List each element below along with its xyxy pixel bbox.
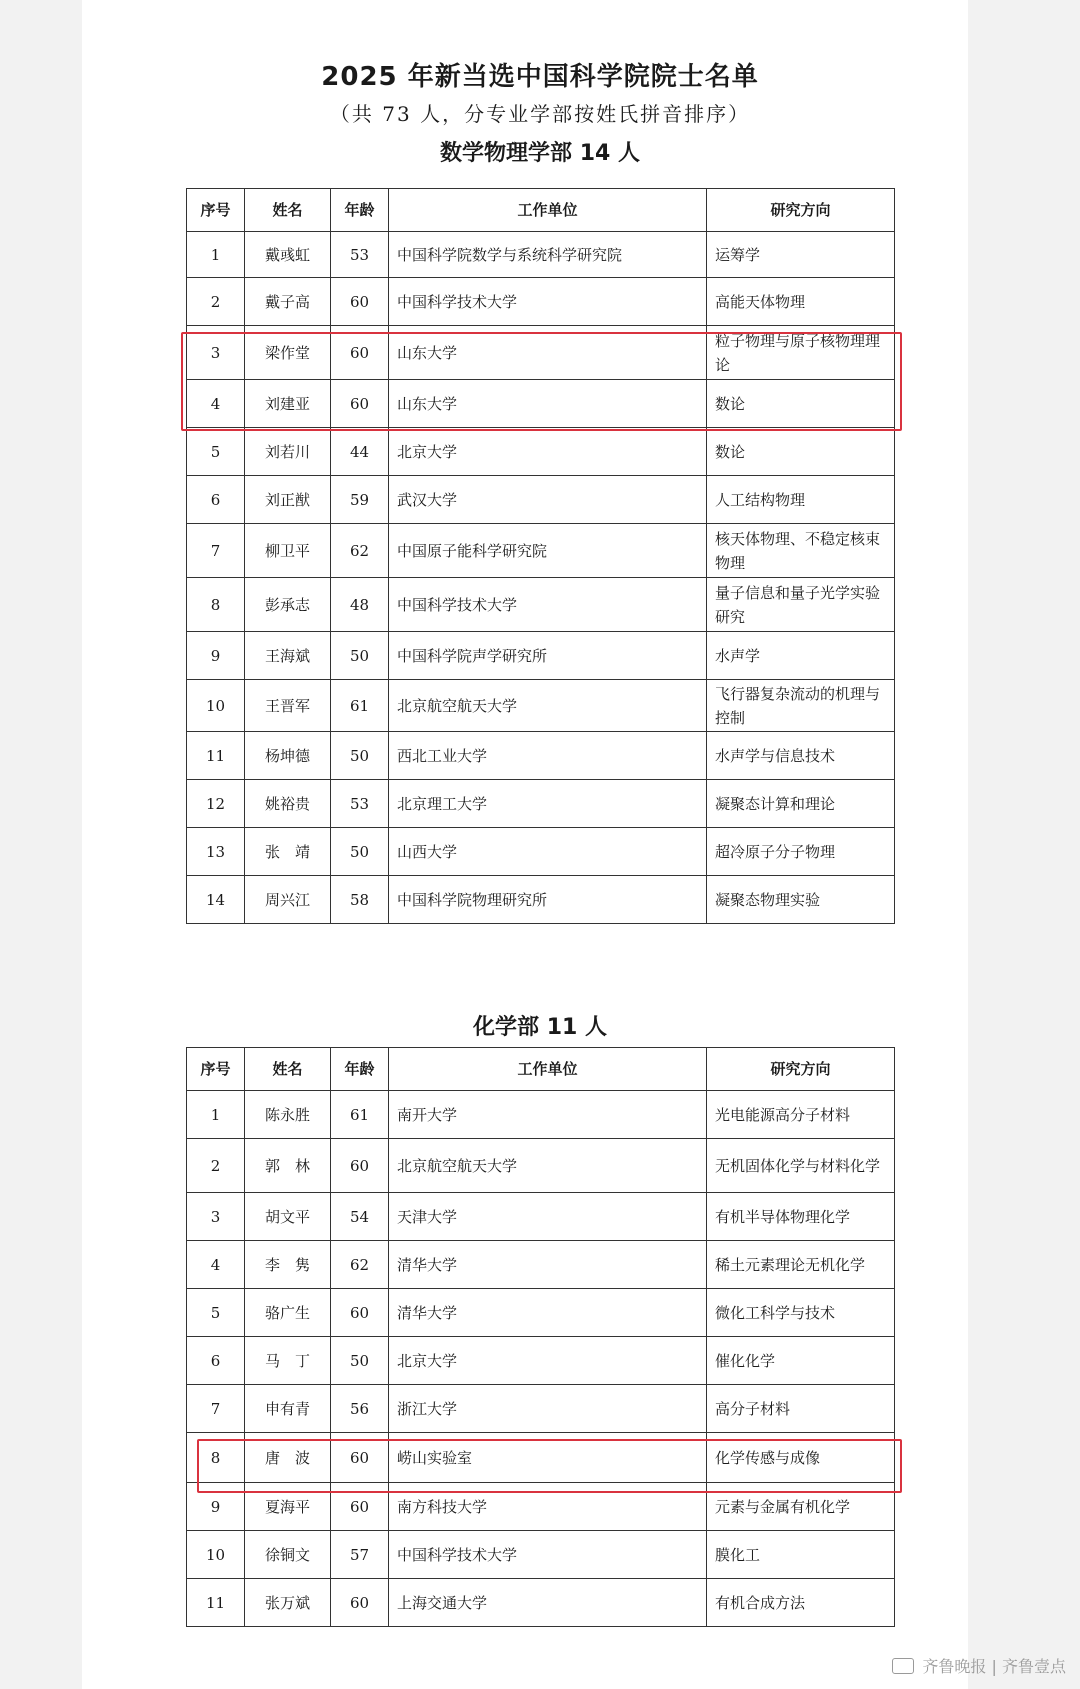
table-row <box>187 476 895 524</box>
cell-institution: 中国科学技术大学 <box>389 278 707 326</box>
cell-age: 62 <box>331 1241 389 1289</box>
table-row <box>187 1289 895 1337</box>
highlight-box-laoshan <box>197 1439 902 1493</box>
cell-research: 有机半导体物理化学 <box>707 1193 895 1241</box>
cell-name: 梁作堂 <box>245 326 331 380</box>
cell-institution: 浙江大学 <box>389 1385 707 1433</box>
cell-research: 数论 <box>707 380 895 428</box>
page-title: 2025 年新当选中国科学院院士名单 <box>321 62 759 92</box>
table-row <box>187 232 895 278</box>
cell-name: 周兴江 <box>245 876 331 924</box>
cell-age: 57 <box>331 1531 389 1579</box>
cell-age: 50 <box>331 732 389 780</box>
cell-name: 张万斌 <box>245 1579 331 1627</box>
table-row <box>187 1091 895 1139</box>
cell-age: 53 <box>331 232 389 278</box>
cell-age: 59 <box>331 476 389 524</box>
cell-age: 60 <box>331 1579 389 1627</box>
cell-age: 58 <box>331 876 389 924</box>
cell-name: 申有青 <box>245 1385 331 1433</box>
cell-institution: 上海交通大学 <box>389 1579 707 1627</box>
table-row <box>187 780 895 828</box>
cell-index: 5 <box>187 1289 245 1337</box>
cell-research: 高分子材料 <box>707 1385 895 1433</box>
cell-institution: 中国科学院数学与系统科学研究院 <box>389 232 707 278</box>
cell-index: 4 <box>187 380 245 428</box>
cell-index: 7 <box>187 524 245 578</box>
cell-index: 7 <box>187 1385 245 1433</box>
cell-research: 化学传感与成像 <box>707 1433 895 1483</box>
cell-index: 14 <box>187 876 245 924</box>
cell-institution: 清华大学 <box>389 1289 707 1337</box>
cell-name: 刘建亚 <box>245 380 331 428</box>
cell-research: 稀土元素理论无机化学 <box>707 1241 895 1289</box>
cell-age: 62 <box>331 524 389 578</box>
cell-research: 催化化学 <box>707 1337 895 1385</box>
cell-name: 胡文平 <box>245 1193 331 1241</box>
cell-name: 王海斌 <box>245 632 331 680</box>
cell-institution: 南方科技大学 <box>389 1483 707 1531</box>
cell-institution: 中国科学技术大学 <box>389 1531 707 1579</box>
table-row <box>187 876 895 924</box>
header-name: 姓名 <box>245 189 331 232</box>
cell-institution: 南开大学 <box>389 1091 707 1139</box>
cell-research: 运筹学 <box>707 232 895 278</box>
cell-name: 骆广生 <box>245 1289 331 1337</box>
cell-name: 戴彧虹 <box>245 232 331 278</box>
section-title-chemistry: 化学部 11 人 <box>473 1015 607 1040</box>
cell-name: 姚裕贵 <box>245 780 331 828</box>
cell-index: 6 <box>187 476 245 524</box>
cell-index: 1 <box>187 232 245 278</box>
cell-age: 54 <box>331 1193 389 1241</box>
table-row <box>187 278 895 326</box>
cell-institution: 北京航空航天大学 <box>389 1139 707 1193</box>
cell-age: 48 <box>331 578 389 632</box>
cell-age: 61 <box>331 1091 389 1139</box>
cell-age: 60 <box>331 1139 389 1193</box>
cell-index: 3 <box>187 1193 245 1241</box>
cell-institution: 崂山实验室 <box>389 1433 707 1483</box>
cell-research: 飞行器复杂流动的机理与控制 <box>707 680 895 732</box>
header-institution: 工作单位 <box>389 189 707 232</box>
cell-research: 量子信息和量子光学实验研究 <box>707 578 895 632</box>
cell-name: 徐铜文 <box>245 1531 331 1579</box>
cell-name: 李 隽 <box>245 1241 331 1289</box>
table-row <box>187 632 895 680</box>
cell-age: 44 <box>331 428 389 476</box>
cell-name: 郭 林 <box>245 1139 331 1193</box>
highlight-box-shandong <box>181 332 902 431</box>
table-row <box>187 828 895 876</box>
table-row <box>187 1139 895 1193</box>
header-research: 研究方向 <box>707 189 895 232</box>
cell-research: 人工结构物理 <box>707 476 895 524</box>
cell-institution: 山东大学 <box>389 380 707 428</box>
watermark-text: 齐鲁晚报 | 齐鲁壹点 <box>922 1657 1066 1676</box>
header-institution: 工作单位 <box>389 1048 707 1091</box>
cell-age: 61 <box>331 680 389 732</box>
header-index: 序号 <box>187 1048 245 1091</box>
table-row <box>187 578 895 632</box>
cell-index: 10 <box>187 680 245 732</box>
table-row <box>187 1531 895 1579</box>
cell-age: 50 <box>331 632 389 680</box>
cell-institution: 清华大学 <box>389 1241 707 1289</box>
cell-research: 超冷原子分子物理 <box>707 828 895 876</box>
cell-age: 60 <box>331 278 389 326</box>
cell-institution: 中国科学技术大学 <box>389 578 707 632</box>
cell-name: 张 靖 <box>245 828 331 876</box>
cell-name: 彭承志 <box>245 578 331 632</box>
header-name: 姓名 <box>245 1048 331 1091</box>
header-age: 年龄 <box>331 189 389 232</box>
cell-institution: 山西大学 <box>389 828 707 876</box>
cell-name: 戴子高 <box>245 278 331 326</box>
table-row <box>187 1579 895 1627</box>
chemistry-table <box>186 1047 895 1627</box>
cell-research: 凝聚态计算和理论 <box>707 780 895 828</box>
cell-name: 刘若川 <box>245 428 331 476</box>
math-physics-table <box>186 188 895 924</box>
table-row <box>187 732 895 780</box>
header-age: 年龄 <box>331 1048 389 1091</box>
cell-research: 元素与金属有机化学 <box>707 1483 895 1531</box>
cell-index: 8 <box>187 1433 245 1483</box>
cell-research: 水声学与信息技术 <box>707 732 895 780</box>
page-subtitle: （共 73 人，分专业学部按姓氏拼音排序） <box>329 102 751 126</box>
cell-index: 11 <box>187 732 245 780</box>
cell-age: 50 <box>331 828 389 876</box>
cell-research: 核天体物理、不稳定核束物理 <box>707 524 895 578</box>
cell-institution: 中国科学院声学研究所 <box>389 632 707 680</box>
cell-age: 60 <box>331 1433 389 1483</box>
cell-research: 微化工科学与技术 <box>707 1289 895 1337</box>
cell-name: 杨坤德 <box>245 732 331 780</box>
cell-institution: 山东大学 <box>389 326 707 380</box>
cell-index: 9 <box>187 632 245 680</box>
cell-index: 5 <box>187 428 245 476</box>
cell-research: 膜化工 <box>707 1531 895 1579</box>
cell-institution: 北京大学 <box>389 428 707 476</box>
watermark <box>892 1654 1066 1677</box>
cell-research: 粒子物理与原子核物理理论 <box>707 326 895 380</box>
cell-age: 60 <box>331 1483 389 1531</box>
table-row <box>187 1193 895 1241</box>
table-header-row <box>187 189 895 232</box>
cell-index: 11 <box>187 1579 245 1627</box>
cell-institution: 北京理工大学 <box>389 780 707 828</box>
cell-research: 光电能源高分子材料 <box>707 1091 895 1139</box>
section-title-math-physics: 数学物理学部 14 人 <box>440 141 640 166</box>
cell-name: 陈永胜 <box>245 1091 331 1139</box>
cell-index: 10 <box>187 1531 245 1579</box>
table-row <box>187 524 895 578</box>
cell-research: 数论 <box>707 428 895 476</box>
table-row <box>187 1385 895 1433</box>
cell-research: 有机合成方法 <box>707 1579 895 1627</box>
cell-index: 1 <box>187 1091 245 1139</box>
cell-age: 60 <box>331 380 389 428</box>
cell-institution: 天津大学 <box>389 1193 707 1241</box>
cell-research: 水声学 <box>707 632 895 680</box>
cell-age: 60 <box>331 1289 389 1337</box>
table-row <box>187 428 895 476</box>
cell-index: 4 <box>187 1241 245 1289</box>
cell-age: 56 <box>331 1385 389 1433</box>
cell-age: 53 <box>331 780 389 828</box>
cell-index: 2 <box>187 278 245 326</box>
cell-institution: 中国科学院物理研究所 <box>389 876 707 924</box>
cell-research: 凝聚态物理实验 <box>707 876 895 924</box>
watermark-logo-icon <box>892 1658 914 1674</box>
cell-name: 柳卫平 <box>245 524 331 578</box>
table-header-row <box>187 1048 895 1091</box>
table-row <box>187 680 895 732</box>
cell-age: 50 <box>331 1337 389 1385</box>
table-row <box>187 1337 895 1385</box>
cell-name: 唐 波 <box>245 1433 331 1483</box>
cell-index: 2 <box>187 1139 245 1193</box>
cell-institution: 西北工业大学 <box>389 732 707 780</box>
cell-age: 60 <box>331 326 389 380</box>
cell-index: 13 <box>187 828 245 876</box>
cell-research: 高能天体物理 <box>707 278 895 326</box>
cell-institution: 北京大学 <box>389 1337 707 1385</box>
cell-institution: 武汉大学 <box>389 476 707 524</box>
cell-index: 3 <box>187 326 245 380</box>
cell-index: 9 <box>187 1483 245 1531</box>
cell-research: 无机固体化学与材料化学 <box>707 1139 895 1193</box>
cell-name: 马 丁 <box>245 1337 331 1385</box>
cell-institution: 中国原子能科学研究院 <box>389 524 707 578</box>
cell-index: 8 <box>187 578 245 632</box>
cell-institution: 北京航空航天大学 <box>389 680 707 732</box>
cell-name: 刘正猷 <box>245 476 331 524</box>
header-index: 序号 <box>187 189 245 232</box>
cell-index: 12 <box>187 780 245 828</box>
cell-name: 夏海平 <box>245 1483 331 1531</box>
table-row <box>187 1241 895 1289</box>
cell-index: 6 <box>187 1337 245 1385</box>
cell-name: 王晋军 <box>245 680 331 732</box>
header-research: 研究方向 <box>707 1048 895 1091</box>
